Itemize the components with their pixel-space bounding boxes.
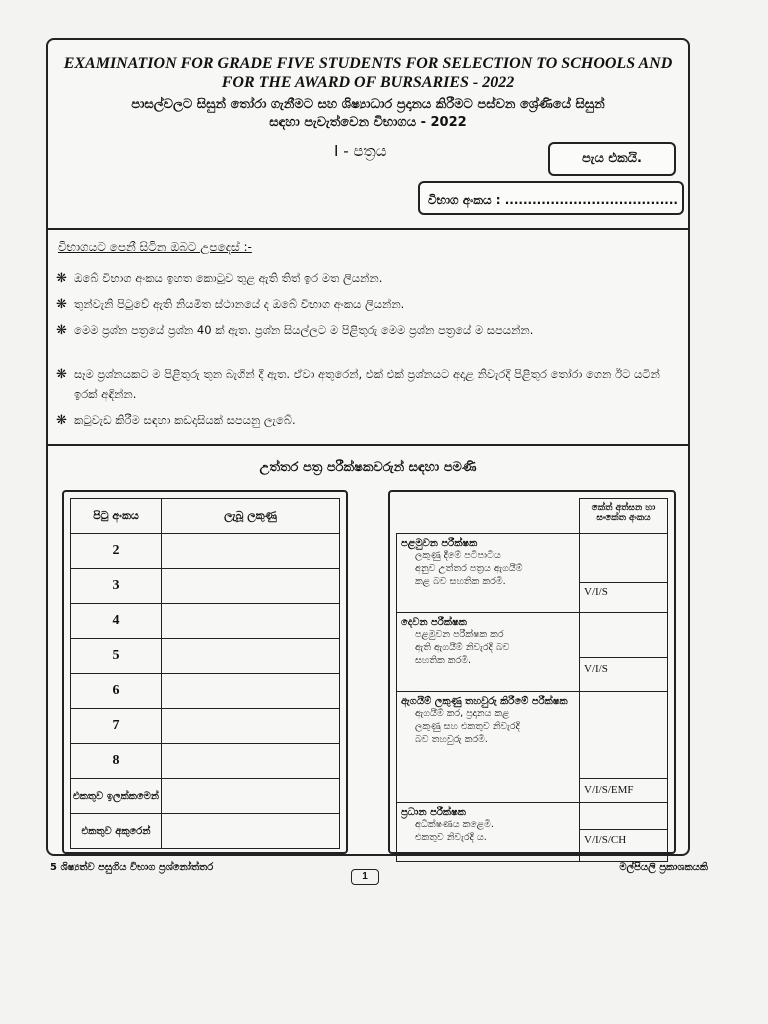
examiner-row: ඇගයීම් ලකුණු තහවුරු කිරීමේ පරීක්ෂක ඇගයීම් කර, ප්‍රදානය කළ ලකුණු සහ එකතුව නිවැරදි බව තහවුරු කරමි. V/I/S/EMF: [397, 691, 668, 802]
col-marks-header: ලැබූ ලකුණු: [162, 499, 340, 534]
index-number-box[interactable]: විභාග අංකය : ......................................: [418, 181, 684, 215]
table-row: 5: [71, 639, 340, 674]
duration-box: පැය එකයි.: [548, 142, 676, 176]
asterisk-icon: ❋: [56, 297, 67, 312]
code-label: V/I/S/EMF: [584, 783, 634, 796]
paper-number: I - පත්‍රය: [334, 142, 387, 160]
marks-cell[interactable]: [162, 744, 340, 779]
marks-table: [70, 498, 340, 849]
table-row: එකතුව අකුරෙන්: [71, 814, 340, 849]
marks-cell[interactable]: [162, 604, 340, 639]
footer-left-text: 5 ශිෂ්‍යත්ව පසුගිය විභාග ප්‍රශ්නෝත්තර: [50, 862, 214, 873]
title-sinhala-line-1: පාසල්වලට සිසුන් තෝරා ගැනීමට සහ ශිෂ්‍යාධාර ප්‍රදානය කිරීමට පස්වන ශ්‍රේණියේ සිසුන්: [131, 97, 605, 112]
examiner-table: [396, 498, 668, 862]
exam-paper-sheet: [46, 38, 690, 856]
signature-cell[interactable]: [580, 613, 667, 658]
table-row: 3: [71, 569, 340, 604]
instructions-title: විභාගයට පෙනී සිටින ඔබට උපදෙස් :-: [58, 240, 252, 254]
instruction-item: ❋ කටුවැඩ කිරීම සඳහා කඩදාසියක් සපයනු ලැබේ.: [56, 410, 676, 431]
instruction-item: ❋ තුන්වැනි පිටුවේ ඇති නියමිත ස්ථානයේ ද ඔබේ විභාග අංකය ලියන්න.: [56, 294, 676, 315]
code-label: V/I/S: [584, 585, 608, 598]
examiner-row: දෙවන පරීක්ෂක පළමුවන පරීක්ෂක කර ඇති ඇගයීම් නිවැරදි බව සහතික කරමි. V/I/S: [397, 612, 668, 691]
total-figures-cell[interactable]: [162, 779, 340, 814]
examiner-row: ප්‍රධාන පරීක්ෂක අධීක්ෂණය කළෙමි. එකතුව නිවැරදි ය. V/I/S/CH: [397, 802, 668, 861]
total-words-cell[interactable]: [162, 814, 340, 849]
code-label: V/I/S: [584, 662, 608, 675]
table-row: 4: [71, 604, 340, 639]
instruction-item: ❋ ඔබේ විභාග අංකය ඉහත කොටුව තුළ ඇති තිත් ඉර මත ලියන්න.: [56, 268, 676, 289]
footer-right-text: මල්පියලි ප්‍රකාශකයකි: [619, 862, 708, 873]
title-english-line-2: FOR THE AWARD OF BURSARIES - 2022: [221, 74, 515, 91]
marks-cell[interactable]: [162, 709, 340, 744]
signature-cell[interactable]: [580, 534, 667, 583]
table-row: 2: [71, 534, 340, 569]
examiners-only-title: උත්තර පත්‍ර පරීක්ෂකවරුන් සඳහා පමණි: [259, 460, 477, 475]
page-number: 1: [351, 869, 379, 885]
signature-cell[interactable]: [580, 803, 667, 830]
examiner-row: පළමුවන පරීක්ෂක ලකුණු දීමේ පටිපාටිය අනුව උත්තර පත්‍රය ඇගයීම් කළ බව සහතික කරමි. V/I/S: [397, 533, 668, 612]
marks-cell[interactable]: [162, 639, 340, 674]
marks-cell[interactable]: [162, 674, 340, 709]
instruction-item: ❋ සෑම ප්‍රශ්නයකට ම පිළිතුරු තුන බැගින් දී ඇත. ඒවා අතුරෙන්, එක් එක් ප්‍රශ්නයට අදාළ නිවැරදි පිළිතුර තෝරා ගෙන ඊට යටින් ඉරක් අඳින්න.: [56, 367, 660, 401]
title-english-line-1: EXAMINATION FOR GRADE FIVE STUDENTS FOR SELECTION TO SCHOOLS AND: [63, 55, 673, 72]
table-row: 8: [71, 744, 340, 779]
divider: [48, 228, 688, 230]
title-sinhala-line-2: සඳහා පැවැත්වෙන විභාගය - 2022: [269, 115, 467, 130]
table-row: 6: [71, 674, 340, 709]
marks-table-frame: [62, 490, 348, 854]
examiner-table-frame: [388, 490, 676, 854]
signature-cell[interactable]: [580, 692, 667, 779]
asterisk-icon: ❋: [56, 323, 67, 338]
instruction-item: ❋ මෙම ප්‍රශ්න පත්‍රයේ ප්‍රශ්න 40 ක් ඇත. ප්‍රශ්න සියල්ලට ම පිළිතුරු මෙම ප්‍රශ්න පත්‍රයේ ම සපයන්න.: [56, 320, 676, 341]
table-row: එකතුව ඉලක්කමෙන්: [71, 779, 340, 814]
marks-cell[interactable]: [162, 569, 340, 604]
asterisk-icon: ❋: [56, 271, 67, 286]
asterisk-icon: ❋: [56, 413, 67, 428]
table-row: 7: [71, 709, 340, 744]
asterisk-icon: ❋: [56, 367, 67, 382]
col-page-header: පිටු අංකය: [71, 499, 162, 534]
code-label: V/I/S/CH: [584, 833, 627, 846]
divider: [48, 444, 688, 446]
marks-cell[interactable]: [162, 534, 340, 569]
signature-code-header: කේත් අත්සන හා සංකේත අංකය: [580, 499, 668, 534]
